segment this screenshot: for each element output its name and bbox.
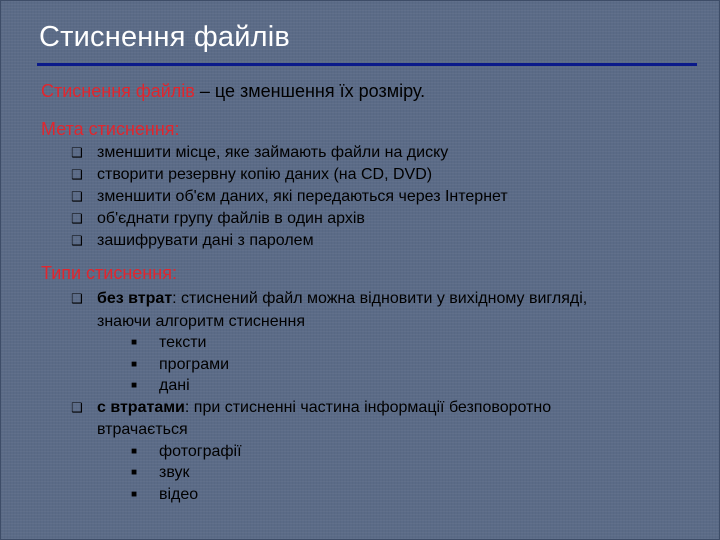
sub-list-item bbox=[71, 332, 587, 354]
goal-item-text: зменшити місце, яке займають файли на диску bbox=[97, 144, 449, 161]
title-divider bbox=[37, 63, 697, 66]
list-item bbox=[71, 164, 508, 186]
goal-list bbox=[71, 142, 508, 252]
sub-list-item bbox=[71, 462, 587, 484]
example-text: фотографії bbox=[159, 442, 242, 460]
lossless-name: без втрат bbox=[97, 290, 173, 307]
checkbox-bullet-icon: ❑ bbox=[71, 190, 83, 205]
lossless-item bbox=[71, 288, 587, 311]
example-text: звук bbox=[159, 464, 190, 481]
checkbox-bullet-icon: ❑ bbox=[71, 234, 83, 249]
list-item bbox=[71, 230, 508, 252]
goal-heading: Мета стиснення: bbox=[41, 119, 180, 139]
square-bullet-icon: ■ bbox=[131, 358, 138, 370]
goal-item-text: зашифрувати дані з паролем bbox=[97, 232, 314, 249]
lossy-desc-line2: втрачається bbox=[97, 421, 188, 438]
sub-list-item bbox=[71, 375, 587, 397]
checkbox-bullet-icon: ❑ bbox=[71, 400, 83, 416]
intro-text: – це зменшення їх розміру. bbox=[194, 81, 426, 101]
intro-line bbox=[41, 81, 425, 102]
lossy-name: с втратами bbox=[97, 398, 185, 416]
sub-list-item bbox=[71, 441, 587, 463]
checkbox-bullet-icon: ❑ bbox=[71, 292, 83, 307]
example-text: дані bbox=[159, 377, 190, 394]
square-bullet-icon: ■ bbox=[131, 337, 138, 348]
lossless-desc-line1: : стиснений файл можна відновити у вихідному вигляді, bbox=[172, 290, 588, 307]
goal-item-text: об'єднати групу файлів в один архів bbox=[97, 210, 365, 227]
goal-item-text: створити резервну копію даних (на CD, DVD) bbox=[97, 166, 433, 183]
square-bullet-icon: ■ bbox=[131, 488, 138, 500]
types-heading: Типи стиснення: bbox=[41, 263, 177, 283]
checkbox-bullet-icon: ❑ bbox=[71, 168, 83, 183]
square-bullet-icon: ■ bbox=[131, 445, 138, 457]
lossy-desc-line1: : при стисненні частина інформації безповоротно bbox=[184, 398, 552, 416]
lossy-item bbox=[71, 397, 587, 420]
example-text: програми bbox=[159, 355, 230, 373]
list-item bbox=[71, 208, 508, 230]
intro-term: Стиснення файлів bbox=[41, 81, 195, 101]
square-bullet-icon: ■ bbox=[131, 467, 138, 478]
checkbox-bullet-icon: ❑ bbox=[71, 146, 83, 161]
list-item bbox=[71, 186, 508, 208]
types-list bbox=[71, 288, 587, 505]
square-bullet-icon: ■ bbox=[131, 380, 138, 391]
goal-item-text: зменшити об'єм даних, які передаються через Інтернет bbox=[97, 188, 508, 205]
example-text: відео bbox=[159, 485, 199, 503]
lossless-desc-line2: знаючи алгоритм стиснення bbox=[97, 312, 305, 330]
slide-title: Стиснення файлів bbox=[39, 21, 291, 53]
sub-list-item bbox=[71, 484, 587, 506]
list-item bbox=[71, 142, 508, 164]
sub-list-item bbox=[71, 354, 587, 376]
checkbox-bullet-icon: ❑ bbox=[71, 212, 83, 227]
example-text: тексти bbox=[159, 334, 207, 351]
